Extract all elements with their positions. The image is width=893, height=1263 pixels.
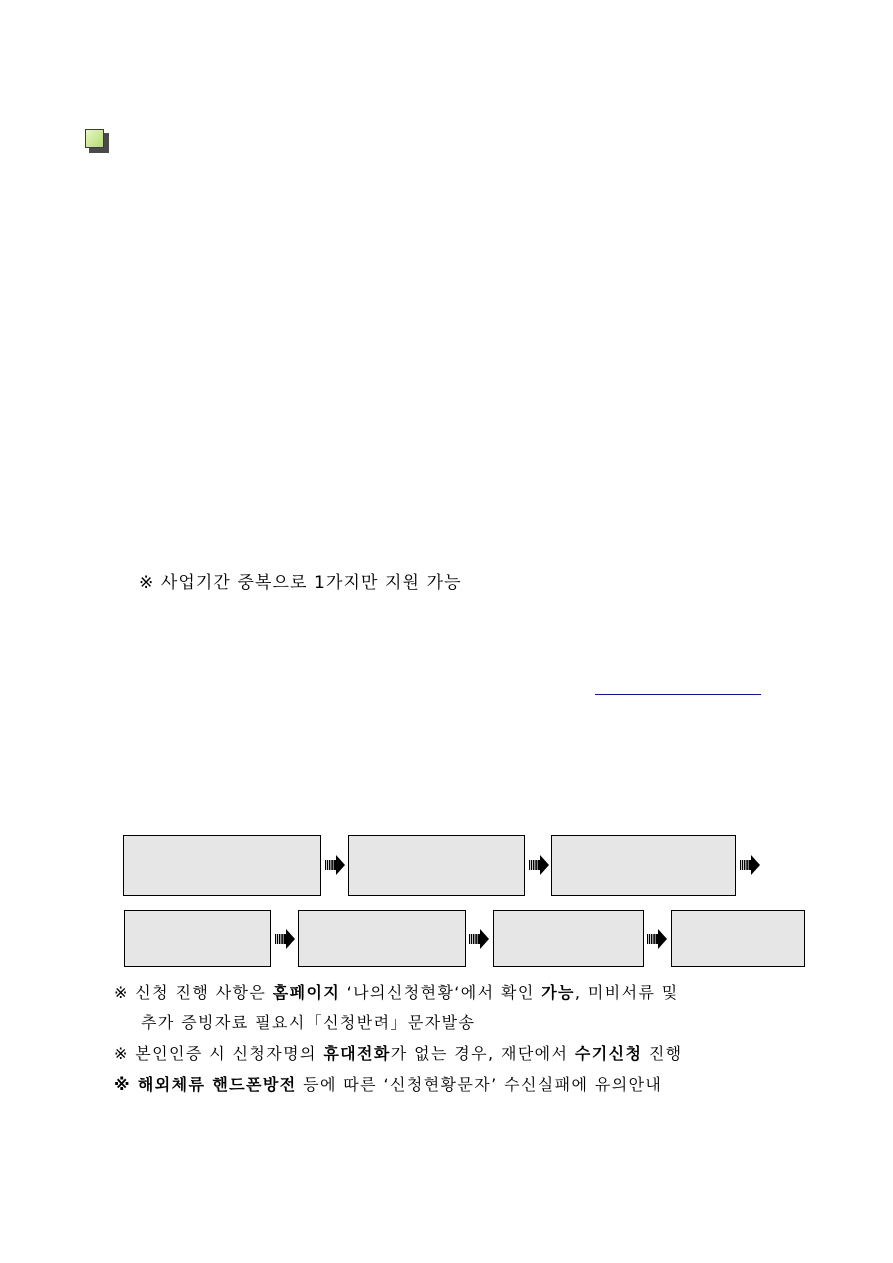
process-step-box-6 [493,910,644,967]
process-step-box-2 [348,835,525,896]
business-period-note: ※ 사업기간 중복으로 1가지만 지원 가능 [139,573,462,593]
process-step-box-4 [124,910,271,967]
right-arrow-icon [646,928,668,950]
note-identity-verification: ※ 본인인증 시 신청자명의 휴대전화가 없는 경우, 재단에서 수기신청 진행 [114,1044,683,1063]
right-arrow-icon [528,854,550,876]
note-application-status: ※ 신청 진행 사항은 홈페이지 ‘나의신청현황‘에서 확인 가능, 미비서류 및 [114,983,679,1002]
right-arrow-icon [324,854,346,876]
right-arrow-icon [274,928,296,950]
right-arrow-icon [739,854,761,876]
link-underline[interactable] [595,694,761,695]
right-arrow-icon [468,928,490,950]
process-step-box-5 [298,910,466,967]
note-application-status-cont: 추가 증빙자료 필요시「신청반려」문자발송 [141,1013,476,1032]
process-step-box-3 [551,835,736,896]
note-overseas-stay: ※ 해외체류 핸드폰방전 등에 따른 ‘신청현황문자’ 수신실패에 유의안내 [114,1075,663,1094]
process-step-box-7 [671,910,805,967]
process-step-box-1 [123,835,321,896]
green-square-bullet-icon [85,129,104,148]
